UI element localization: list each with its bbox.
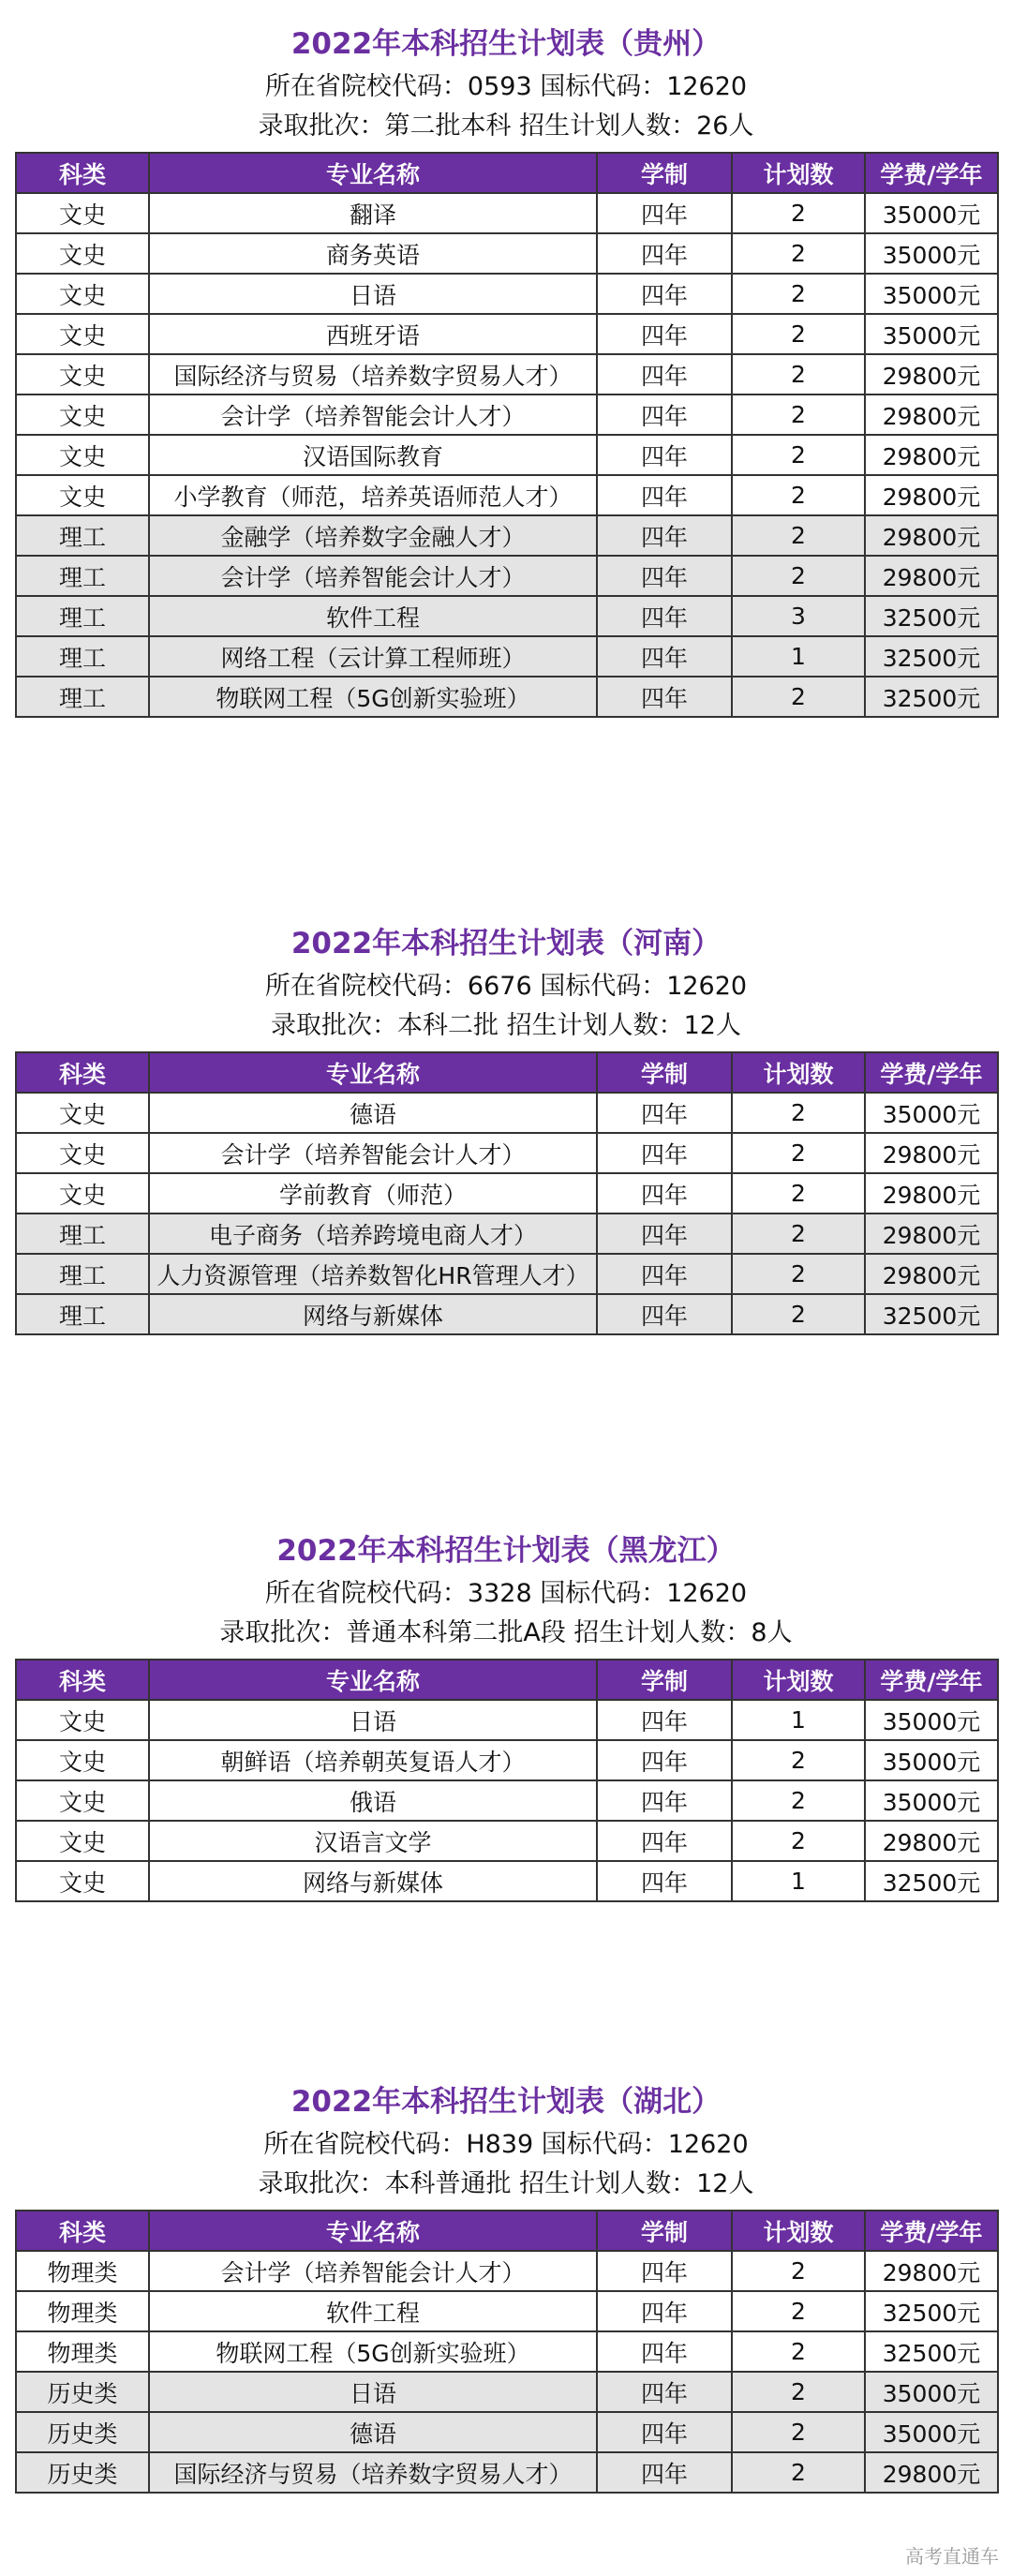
header-row [16, 153, 998, 193]
cell-major: 软件工程 [149, 2291, 597, 2331]
section-guizhou [15, 21, 997, 718]
cell-duration: 四年 [597, 677, 732, 717]
cell-fee: 29800元 [865, 475, 998, 515]
cell-category: 文史 [16, 1093, 149, 1133]
cell-fee: 32500元 [865, 2291, 998, 2331]
cell-major: 会计学（培养智能会计人才） [149, 556, 597, 596]
section-title: 2022年本科招生计划表（黑龙江） [276, 1534, 736, 1568]
cell-plan: 2 [732, 1780, 865, 1821]
cell-category: 理工 [16, 556, 149, 596]
cell-duration: 四年 [597, 1861, 732, 1901]
cell-duration: 四年 [597, 1821, 732, 1861]
cell-duration: 四年 [597, 2331, 732, 2372]
table-row [16, 475, 998, 515]
cell-major: 会计学（培养智能会计人才） [149, 395, 597, 435]
section-hubei [15, 2078, 997, 2494]
table-row [16, 556, 998, 596]
table-row [16, 1133, 998, 1173]
cell-duration: 四年 [597, 636, 732, 677]
table-row [16, 1740, 998, 1780]
school-code-line: 所在省院校代码：3328 国标代码：12620 [264, 1579, 748, 1608]
cell-plan: 2 [732, 1821, 865, 1861]
table-row [16, 274, 998, 314]
cell-duration: 四年 [597, 2452, 732, 2493]
cell-plan: 2 [732, 1133, 865, 1173]
table-row [16, 636, 998, 677]
cell-major: 学前教育（师范） [149, 1173, 597, 1214]
cell-fee: 29800元 [865, 435, 998, 475]
cell-fee: 35000元 [865, 314, 998, 354]
header-plan: 计划数 [732, 153, 865, 193]
header-plan: 计划数 [732, 1660, 865, 1700]
school-code-line: 所在省院校代码：H839 国标代码：12620 [263, 2130, 749, 2159]
cell-fee: 32500元 [865, 677, 998, 717]
cell-duration: 四年 [597, 1700, 732, 1740]
cell-duration: 四年 [597, 274, 732, 314]
batch-line: 录取批次：本科二批 招生计划人数：12人 [271, 1011, 741, 1040]
cell-duration: 四年 [597, 1214, 732, 1254]
table-row [16, 354, 998, 395]
batch-line: 录取批次：普通本科第二批A段 招生计划人数：8人 [219, 1618, 793, 1647]
cell-duration: 四年 [597, 2291, 732, 2331]
cell-fee: 35000元 [865, 1700, 998, 1740]
cell-duration: 四年 [597, 435, 732, 475]
header-category: 科类 [16, 1052, 149, 1093]
cell-plan: 2 [732, 2291, 865, 2331]
cell-duration: 四年 [597, 233, 732, 274]
cell-duration: 四年 [597, 354, 732, 395]
cell-duration: 四年 [597, 193, 732, 233]
table-row [16, 515, 998, 556]
header-duration: 学制 [597, 153, 732, 193]
cell-major: 西班牙语 [149, 314, 597, 354]
cell-fee: 29800元 [865, 1821, 998, 1861]
cell-category: 物理类 [16, 2291, 149, 2331]
cell-major: 德语 [149, 2412, 597, 2452]
section-title: 2022年本科招生计划表（湖北） [290, 2085, 722, 2119]
school-code-line: 所在省院校代码：0593 国标代码：12620 [264, 72, 748, 101]
cell-plan: 2 [732, 2372, 865, 2412]
plan-table [15, 1051, 999, 1335]
cell-fee: 29800元 [865, 1173, 998, 1214]
cell-plan: 2 [732, 1254, 865, 1294]
table-row [16, 2251, 998, 2291]
cell-plan: 3 [732, 596, 865, 636]
cell-plan: 2 [732, 233, 865, 274]
plan-table [15, 1659, 999, 1902]
cell-category: 物理类 [16, 2251, 149, 2291]
cell-plan: 1 [732, 1861, 865, 1901]
table-row [16, 314, 998, 354]
cell-duration: 四年 [597, 2372, 732, 2412]
cell-duration: 四年 [597, 475, 732, 515]
cell-fee: 35000元 [865, 274, 998, 314]
cell-major: 电子商务（培养跨境电商人才） [149, 1214, 597, 1254]
cell-duration: 四年 [597, 515, 732, 556]
header-fee: 学费/学年 [865, 1660, 998, 1700]
cell-fee: 29800元 [865, 556, 998, 596]
cell-plan: 2 [732, 193, 865, 233]
cell-duration: 四年 [597, 1173, 732, 1214]
cell-category: 历史类 [16, 2372, 149, 2412]
header-fee: 学费/学年 [865, 153, 998, 193]
cell-major: 人力资源管理（培养数智化HR管理人才） [149, 1254, 597, 1294]
header-plan: 计划数 [732, 1052, 865, 1093]
cell-plan: 2 [732, 475, 865, 515]
table-row [16, 596, 998, 636]
cell-duration: 四年 [597, 1740, 732, 1780]
cell-duration: 四年 [597, 2412, 732, 2452]
cell-category: 文史 [16, 1700, 149, 1740]
cell-category: 文史 [16, 1821, 149, 1861]
cell-category: 理工 [16, 636, 149, 677]
table-row [16, 1861, 998, 1901]
cell-fee: 35000元 [865, 1780, 998, 1821]
table-row [16, 1093, 998, 1133]
table-row [16, 2452, 998, 2493]
table-row [16, 1294, 998, 1334]
cell-category: 文史 [16, 233, 149, 274]
cell-plan: 2 [732, 1214, 865, 1254]
cell-duration: 四年 [597, 1093, 732, 1133]
cell-plan: 2 [732, 1740, 865, 1780]
cell-category: 文史 [16, 1780, 149, 1821]
cell-plan: 2 [732, 677, 865, 717]
cell-major: 网络与新媒体 [149, 1861, 597, 1901]
cell-major: 日语 [149, 2372, 597, 2412]
cell-fee: 35000元 [865, 1093, 998, 1133]
cell-plan: 1 [732, 1700, 865, 1740]
cell-category: 文史 [16, 1861, 149, 1901]
cell-category: 历史类 [16, 2452, 149, 2493]
cell-major: 物联网工程（5G创新实验班） [149, 677, 597, 717]
table-row [16, 1214, 998, 1254]
section-henan [15, 920, 997, 1335]
cell-major: 日语 [149, 274, 597, 314]
cell-major: 翻译 [149, 193, 597, 233]
cell-plan: 2 [732, 2331, 865, 2372]
header-duration: 学制 [597, 1052, 732, 1093]
cell-fee: 29800元 [865, 1214, 998, 1254]
cell-fee: 32500元 [865, 596, 998, 636]
table-row [16, 435, 998, 475]
cell-fee: 35000元 [865, 1740, 998, 1780]
section-title: 2022年本科招生计划表（河南） [290, 927, 722, 960]
cell-plan: 2 [732, 2452, 865, 2493]
cell-category: 理工 [16, 596, 149, 636]
cell-fee: 29800元 [865, 395, 998, 435]
section-title: 2022年本科招生计划表（贵州） [290, 27, 722, 61]
cell-fee: 35000元 [865, 193, 998, 233]
table-row [16, 395, 998, 435]
table-row [16, 2291, 998, 2331]
cell-duration: 四年 [597, 1133, 732, 1173]
cell-plan: 2 [732, 1173, 865, 1214]
header-fee: 学费/学年 [865, 1052, 998, 1093]
cell-fee: 32500元 [865, 2331, 998, 2372]
cell-major: 会计学（培养智能会计人才） [149, 1133, 597, 1173]
cell-plan: 2 [732, 314, 865, 354]
plan-table [15, 2210, 999, 2494]
cell-major: 日语 [149, 1700, 597, 1740]
header-major: 专业名称 [149, 1660, 597, 1700]
cell-duration: 四年 [597, 314, 732, 354]
cell-fee: 32500元 [865, 1861, 998, 1901]
cell-major: 小学教育（师范，培养英语师范人才） [149, 475, 597, 515]
cell-major: 网络与新媒体 [149, 1294, 597, 1334]
cell-duration: 四年 [597, 1780, 732, 1821]
table-row [16, 1254, 998, 1294]
cell-category: 理工 [16, 677, 149, 717]
cell-major: 汉语国际教育 [149, 435, 597, 475]
cell-major: 俄语 [149, 1780, 597, 1821]
cell-major: 物联网工程（5G创新实验班） [149, 2331, 597, 2372]
table-row [16, 1173, 998, 1214]
cell-category: 理工 [16, 1294, 149, 1334]
cell-plan: 2 [732, 2251, 865, 2291]
batch-line: 录取批次：本科普通批 招生计划人数：12人 [258, 2169, 754, 2198]
cell-plan: 2 [732, 515, 865, 556]
cell-category: 理工 [16, 1214, 149, 1254]
cell-plan: 2 [732, 435, 865, 475]
header-category: 科类 [16, 2211, 149, 2251]
table-row [16, 193, 998, 233]
cell-category: 文史 [16, 475, 149, 515]
cell-category: 文史 [16, 354, 149, 395]
cell-duration: 四年 [597, 2251, 732, 2291]
cell-duration: 四年 [597, 1254, 732, 1294]
cell-plan: 2 [732, 274, 865, 314]
cell-category: 理工 [16, 515, 149, 556]
table-row [16, 2412, 998, 2452]
cell-major: 网络工程（云计算工程师班） [149, 636, 597, 677]
cell-fee: 29800元 [865, 354, 998, 395]
school-code-line: 所在省院校代码：6676 国标代码：12620 [264, 972, 748, 1001]
cell-duration: 四年 [597, 596, 732, 636]
cell-duration: 四年 [597, 395, 732, 435]
cell-category: 理工 [16, 1254, 149, 1294]
header-major: 专业名称 [149, 1052, 597, 1093]
cell-plan: 2 [732, 556, 865, 596]
plan-table [15, 152, 999, 718]
cell-duration: 四年 [597, 556, 732, 596]
cell-major: 金融学（培养数字金融人才） [149, 515, 597, 556]
cell-category: 文史 [16, 274, 149, 314]
cell-category: 文史 [16, 395, 149, 435]
cell-plan: 2 [732, 2412, 865, 2452]
cell-fee: 32500元 [865, 636, 998, 677]
header-fee: 学费/学年 [865, 2211, 998, 2251]
cell-fee: 29800元 [865, 515, 998, 556]
cell-fee: 29800元 [865, 1254, 998, 1294]
table-row [16, 233, 998, 274]
cell-fee: 32500元 [865, 1294, 998, 1334]
cell-category: 物理类 [16, 2331, 149, 2372]
cell-category: 文史 [16, 1173, 149, 1214]
header-row [16, 2211, 998, 2251]
table-row [16, 2372, 998, 2412]
header-row [16, 1660, 998, 1700]
cell-major: 朝鲜语（培养朝英复语人才） [149, 1740, 597, 1780]
table-row [16, 1700, 998, 1740]
cell-plan: 2 [732, 1294, 865, 1334]
cell-category: 历史类 [16, 2412, 149, 2452]
cell-major: 国际经济与贸易（培养数字贸易人才） [149, 354, 597, 395]
table-row [16, 677, 998, 717]
header-row [16, 1052, 998, 1093]
cell-major: 汉语言文学 [149, 1821, 597, 1861]
cell-major: 德语 [149, 1093, 597, 1133]
cell-category: 文史 [16, 1133, 149, 1173]
header-category: 科类 [16, 153, 149, 193]
cell-fee: 35000元 [865, 233, 998, 274]
cell-plan: 2 [732, 354, 865, 395]
cell-fee: 29800元 [865, 2452, 998, 2493]
cell-major: 会计学（培养智能会计人才） [149, 2251, 597, 2291]
table-row [16, 1821, 998, 1861]
cell-plan: 2 [732, 395, 865, 435]
header-major: 专业名称 [149, 2211, 597, 2251]
table-row [16, 1780, 998, 1821]
watermark: 高考直通车 [905, 2545, 999, 2568]
cell-category: 文史 [16, 435, 149, 475]
cell-duration: 四年 [597, 1294, 732, 1334]
header-plan: 计划数 [732, 2211, 865, 2251]
header-major: 专业名称 [149, 153, 597, 193]
cell-fee: 35000元 [865, 2412, 998, 2452]
header-duration: 学制 [597, 1660, 732, 1700]
cell-major: 软件工程 [149, 596, 597, 636]
cell-category: 文史 [16, 314, 149, 354]
section-heilongjiang [15, 1527, 997, 1902]
cell-category: 文史 [16, 1740, 149, 1780]
header-duration: 学制 [597, 2211, 732, 2251]
header-category: 科类 [16, 1660, 149, 1700]
cell-fee: 29800元 [865, 2251, 998, 2291]
cell-plan: 1 [732, 636, 865, 677]
cell-major: 国际经济与贸易（培养数字贸易人才） [149, 2452, 597, 2493]
cell-fee: 35000元 [865, 2372, 998, 2412]
batch-line: 录取批次：第二批本科 招生计划人数：26人 [258, 112, 754, 141]
cell-fee: 29800元 [865, 1133, 998, 1173]
cell-plan: 2 [732, 1093, 865, 1133]
table-row [16, 2331, 998, 2372]
cell-major: 商务英语 [149, 233, 597, 274]
cell-category: 文史 [16, 193, 149, 233]
